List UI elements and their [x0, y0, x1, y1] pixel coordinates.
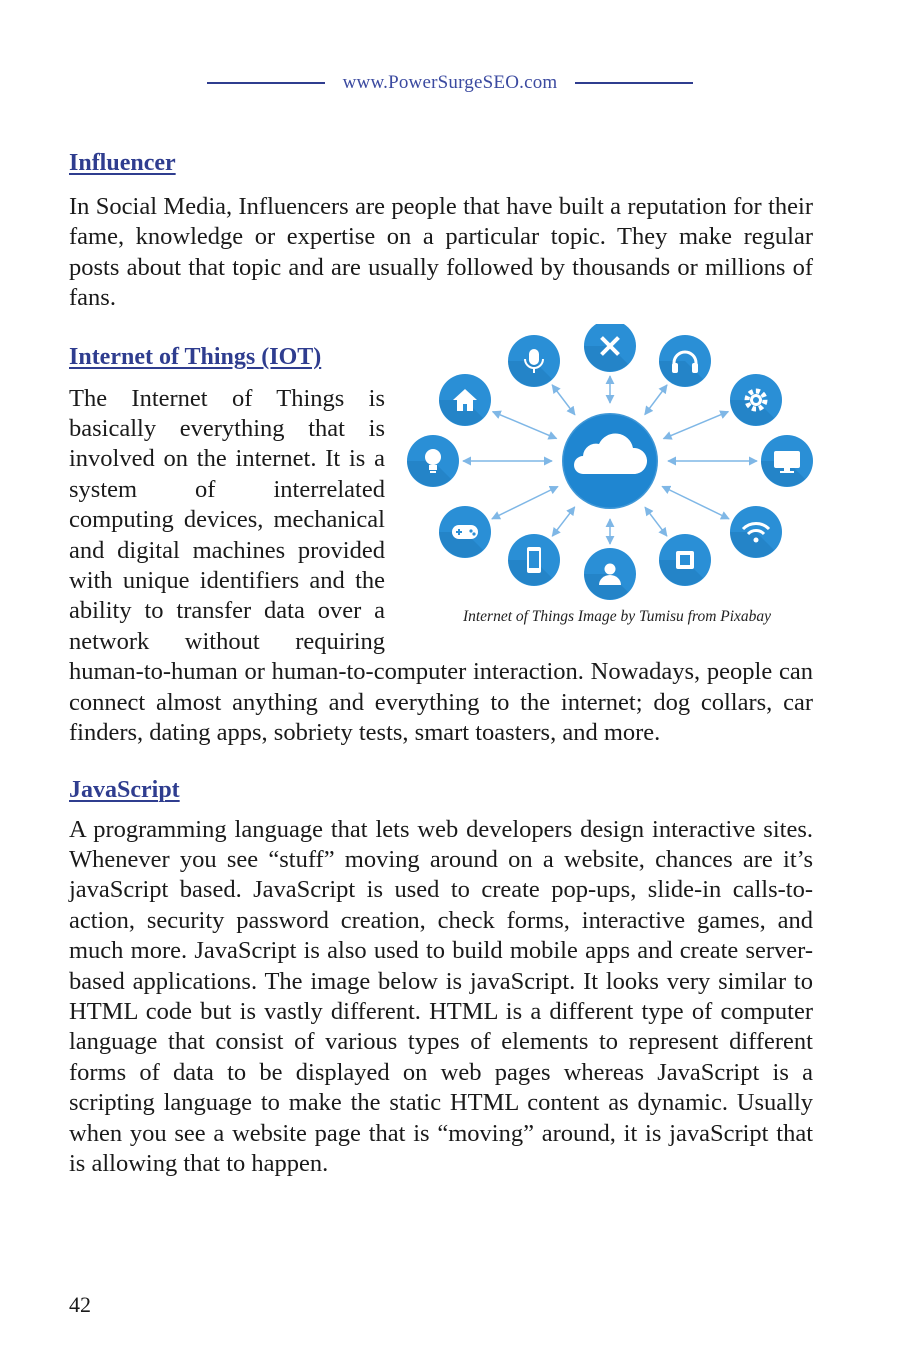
connection-arrow	[662, 486, 729, 519]
iot-text: The Internet of Things is basically everything that is involved on the internet. It is a system of interrelated computing devices, mechanical and digital machines provided with unique identifiers and the ability to transfer data over a network without requiring human-to-human or human-to-computer interaction. Nowadays, people can connect almost anything and everything to the internet; dog collars, car finders, dating apps, sobriety tests, smart toasters, and more.	[69, 384, 813, 747]
figure-caption: Internet of Things Image by Tumisu from Pixabay	[462, 607, 772, 625]
section-influencer	[69, 148, 813, 314]
headphones-icon	[659, 335, 711, 387]
home-icon	[439, 374, 491, 426]
connection-arrow	[492, 486, 558, 518]
iot-heading: Internet of Things (IOT)	[69, 343, 322, 370]
connection-arrow	[552, 385, 575, 415]
smartphone-icon	[508, 534, 560, 586]
connection-arrow	[552, 507, 574, 536]
page-number: 42	[69, 1292, 91, 1317]
monitor-icon	[761, 435, 813, 487]
hub-node	[562, 413, 658, 509]
section-javascript	[69, 775, 813, 1180]
connection-arrow	[664, 411, 729, 438]
gear-icon	[730, 374, 782, 426]
iot-figure	[405, 324, 829, 626]
iot-diagram	[405, 324, 829, 600]
header-rule-right	[575, 82, 693, 84]
wifi-icon	[730, 506, 782, 558]
influencer-text: In Social Media, Influencers are people that have built a reputation for their fame, knowledge or expertise on a particular topic. They make regular posts about that topic and are usually followed by thousands or millions of fans.	[69, 193, 813, 312]
connection-arrow	[493, 411, 557, 438]
user-icon	[584, 548, 636, 600]
gamepad-icon	[439, 506, 491, 558]
microphone-icon	[508, 335, 560, 387]
header-rule-left	[207, 82, 325, 84]
influencer-heading: Influencer	[69, 150, 176, 176]
page-content	[69, 148, 813, 1179]
lightbulb-icon	[407, 435, 459, 487]
connection-arrow	[645, 385, 667, 415]
tools-icon	[584, 324, 636, 372]
section-iot	[69, 342, 813, 749]
connection-arrow	[645, 507, 667, 536]
header-site-url: www.PowerSurgeSEO.com	[342, 72, 558, 93]
javascript-text: A programming language that lets web developers design interactive sites. Whenever you see “stuff” moving around on a website, chances are it’s javaScript based. JavaScript is used to create pop-ups, slide-in calls-to-action, security password creation, check forms, interactive games, and much more. JavaScript is also used to build mobile apps and create server-based applications. The image below is javaScript. It looks very similar to HTML code but is vastly different. HTML is a different type of computer language that consist of various types of elements to represent different forms of data to be displayed on web pages whereas JavaScript is a scripting language to make the static HTML content as dynamic. Usually when you see a website page that is “moving” around, it is javaScript that is allowing that to happen.	[69, 815, 813, 1177]
chip-icon	[659, 534, 711, 586]
javascript-heading: JavaScript	[69, 776, 180, 803]
page-header	[0, 72, 900, 94]
